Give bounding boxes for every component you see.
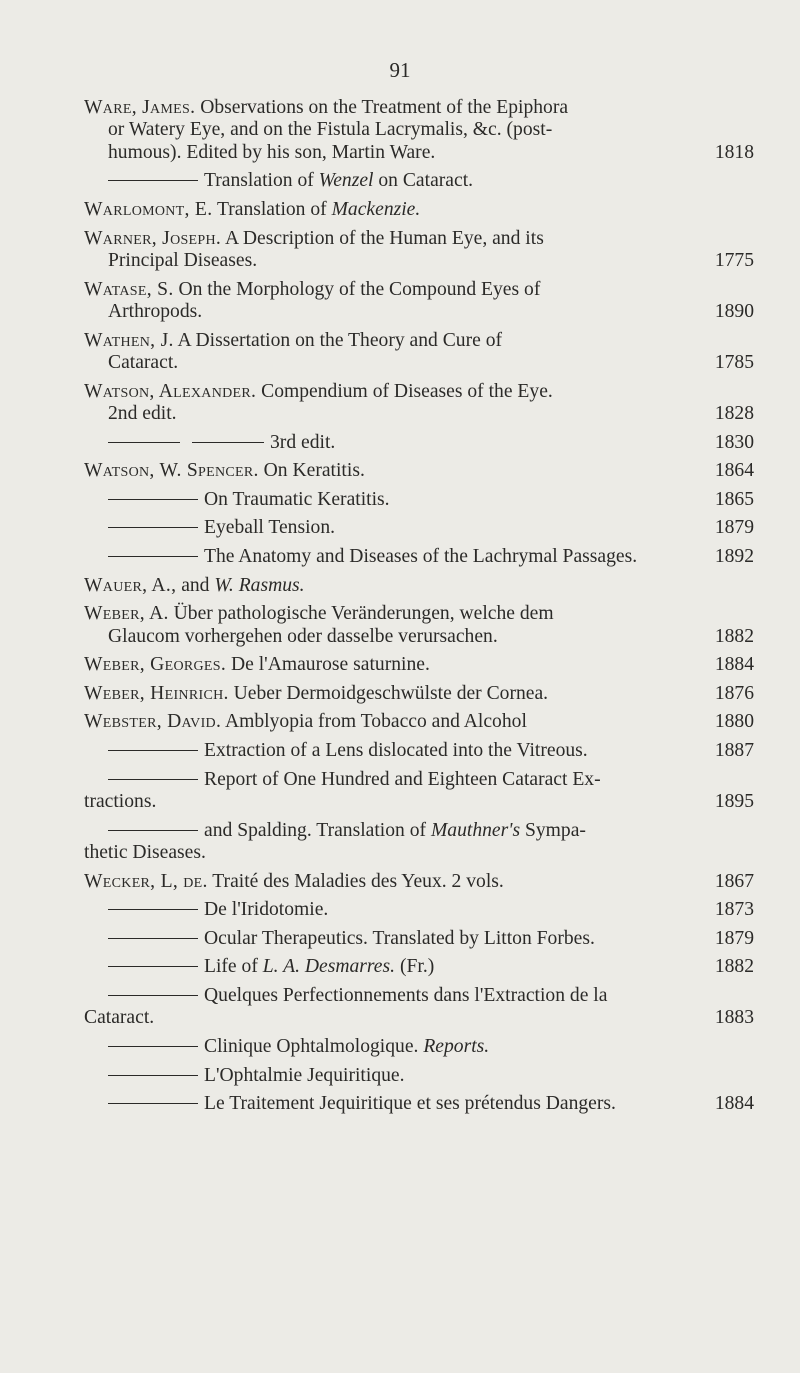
entry-year: 1879 [714, 927, 754, 949]
page-number: 91 [389, 58, 411, 82]
entry-title: On Traumatic Keratitis. [204, 488, 390, 510]
ditto-dash [108, 527, 198, 528]
entry-author: Watson, Alexander. [84, 380, 257, 402]
ditto-dash [108, 499, 198, 500]
entry-title: thetic Diseases. [84, 841, 206, 863]
ditto-dash [108, 442, 180, 443]
bibliography-entry [84, 279, 754, 324]
entry-title: On the Morphology of the Compound Eyes of [178, 278, 541, 300]
entry-title: on Cataract. [378, 170, 474, 192]
entry-year: 1892 [714, 545, 754, 567]
entry-year: 1785 [714, 352, 754, 373]
entry-title-italic: Wenzel [318, 170, 374, 192]
entry-year: 1882 [714, 956, 754, 978]
entry-title-italic: L. A. Desmarres. [262, 956, 396, 978]
entry-year: 1880 [714, 711, 754, 733]
ditto-dash [108, 909, 198, 910]
entry-year: 1867 [714, 870, 754, 892]
entry-title: Über pathologische Veränderungen, welche dem [173, 603, 554, 625]
entry-author: Weber, Heinrich. [84, 682, 229, 704]
entry-title-italic: Mackenzie. [331, 199, 421, 220]
entry-title: A Dissertation on the Theory and Cure of [177, 329, 503, 351]
entry-author: Warner, Joseph. [84, 227, 222, 249]
entry-year: 1883 [714, 1007, 754, 1029]
entry-author: Watson, W. Spencer. [84, 460, 259, 482]
entry-author: Wecker, L, de. [84, 870, 208, 892]
entry-author: Weber, Georges. [84, 654, 227, 676]
entry-title: On Keratitis. [263, 460, 365, 482]
entry-year: 1879 [714, 517, 754, 539]
entry-author: Watase, S. [84, 278, 174, 300]
entry-title: Arthropods. [108, 301, 203, 322]
entry-title: Quelques Perfectionnements dans l'Extraction de la [204, 984, 608, 1006]
ditto-dash [108, 180, 198, 181]
bibliography-entry [84, 740, 754, 762]
entry-title: Life of [204, 956, 258, 978]
entry-year: 1890 [714, 301, 754, 322]
entry-year: 1882 [714, 625, 754, 647]
bibliography-entry [84, 654, 754, 676]
entry-title: Amblyopia from Tobacco and Alcohol [224, 711, 527, 733]
entry-title: L'Ophtalmie Jequiritique. [204, 1064, 405, 1086]
bibliography-entry [84, 228, 754, 273]
entry-title: (Fr.) [399, 956, 435, 978]
entry-year: 1873 [714, 899, 754, 921]
entry-year: 1830 [714, 431, 754, 453]
entry-year: 1818 [714, 141, 754, 163]
bibliography-entry [84, 985, 754, 1030]
entry-author: Ware, James. [84, 97, 196, 118]
bibliography-entry [84, 330, 754, 375]
bibliography-entry [84, 928, 754, 950]
entry-title: Cataract. [108, 352, 179, 373]
bibliography-entry [84, 460, 754, 482]
entry-title: Ueber Dermoidgeschwülste der Cornea. [233, 682, 549, 704]
bibliography-entry [84, 1093, 754, 1115]
entry-year: 1884 [714, 1093, 754, 1115]
entry-year: 1865 [714, 488, 754, 510]
bibliography-entry [84, 381, 754, 426]
bibliography-entry [84, 199, 754, 221]
entry-title-italic: W. Rasmus. [214, 574, 305, 596]
entry-title: Sympa- [524, 819, 586, 841]
bibliography-entry [84, 517, 754, 539]
bibliography-entry [84, 170, 754, 192]
entry-title: humous). Edited by his son, Martin Ware. [108, 141, 436, 163]
entry-year: 1864 [714, 460, 754, 482]
entry-title: Compendium of Diseases of the Eye. [261, 380, 553, 402]
entry-author: Wathen, J. [84, 329, 174, 351]
ditto-dash [108, 556, 198, 557]
bibliography-entry [84, 769, 754, 814]
entry-year: 1828 [714, 403, 754, 424]
entry-title: Translation of [204, 170, 314, 192]
ditto-dash [108, 1046, 198, 1047]
bibliography-list [84, 97, 754, 1122]
bibliography-entry [84, 489, 754, 511]
bibliography-entry [84, 899, 754, 921]
entry-title: 3rd edit. [270, 431, 336, 453]
entry-title: Traité des Maladies des Yeux. 2 vols. [212, 870, 504, 892]
bibliography-entry [84, 820, 754, 865]
entry-title: Principal Diseases. [108, 250, 258, 271]
entry-year: 1895 [714, 790, 754, 812]
entry-title: Le Traitement Jequiritique et ses prétendus Dangers. [204, 1093, 616, 1115]
entry-title: Extraction of a Lens dislocated into the Vitreous. [204, 739, 588, 761]
entry-title: Translation of [216, 199, 327, 220]
bibliography-entry [84, 683, 754, 705]
ditto-dash [108, 938, 198, 939]
entry-title: tractions. [84, 790, 157, 812]
entry-title: A Description of the Human Eye, and its [224, 227, 544, 249]
entry-title: De l'Iridotomie. [204, 899, 329, 921]
bibliography-entry [84, 956, 754, 978]
ditto-dash [108, 1075, 198, 1076]
bibliography-entry [84, 432, 754, 454]
entry-author: Webster, David. [84, 711, 222, 733]
ditto-dash [108, 830, 198, 831]
ditto-dash [192, 442, 264, 443]
entry-title: Ocular Therapeutics. Translated by Litton Forbes. [204, 927, 595, 949]
ditto-dash [108, 995, 198, 996]
bibliography-entry [84, 871, 754, 893]
entry-title: 2nd edit. [108, 403, 177, 424]
entry-title: and Spalding. Translation of [204, 819, 427, 841]
entry-title: Report of One Hundred and Eighteen Cataract Ex- [204, 768, 601, 790]
entry-year: 1775 [714, 250, 754, 271]
entry-author: Weber, A. [84, 603, 169, 625]
entry-title: Glaucom vorhergehen oder dasselbe verursachen. [108, 625, 498, 647]
entry-title: and [181, 574, 210, 596]
ditto-dash [108, 1103, 198, 1104]
entry-title: Observations on the Treatment of the Epiphora [200, 97, 569, 118]
entry-title: or Watery Eye, and on the Fistula Lacrymalis, &c. (post- [108, 119, 553, 141]
bibliography-entry [84, 711, 754, 733]
bibliography-entry [84, 546, 754, 568]
bibliography-entry [84, 1065, 754, 1087]
entry-title: Eyeball Tension. [204, 517, 336, 539]
entry-title: The Anatomy and Diseases of the Lachrymal Passages. [204, 545, 638, 567]
entry-year: 1887 [714, 739, 754, 761]
entry-title: Cataract. [84, 1007, 155, 1029]
bibliography-entry [84, 1036, 754, 1058]
entry-title-italic: Reports. [423, 1035, 490, 1057]
entry-author: Wauer, A., [84, 574, 177, 596]
bibliography-entry [84, 603, 754, 648]
ditto-dash [108, 966, 198, 967]
entry-year: 1876 [714, 682, 754, 704]
ditto-dash [108, 779, 198, 780]
entry-title: Clinique Ophtalmologique. [204, 1035, 419, 1057]
entry-title: De l'Amaurose saturnine. [230, 654, 430, 676]
entry-year: 1884 [714, 654, 754, 676]
entry-title-italic: Mauthner's [430, 819, 521, 841]
entry-author: Warlomont, E. [84, 199, 213, 220]
ditto-dash [108, 750, 198, 751]
bibliography-entry [84, 97, 754, 164]
bibliography-entry [84, 575, 754, 597]
